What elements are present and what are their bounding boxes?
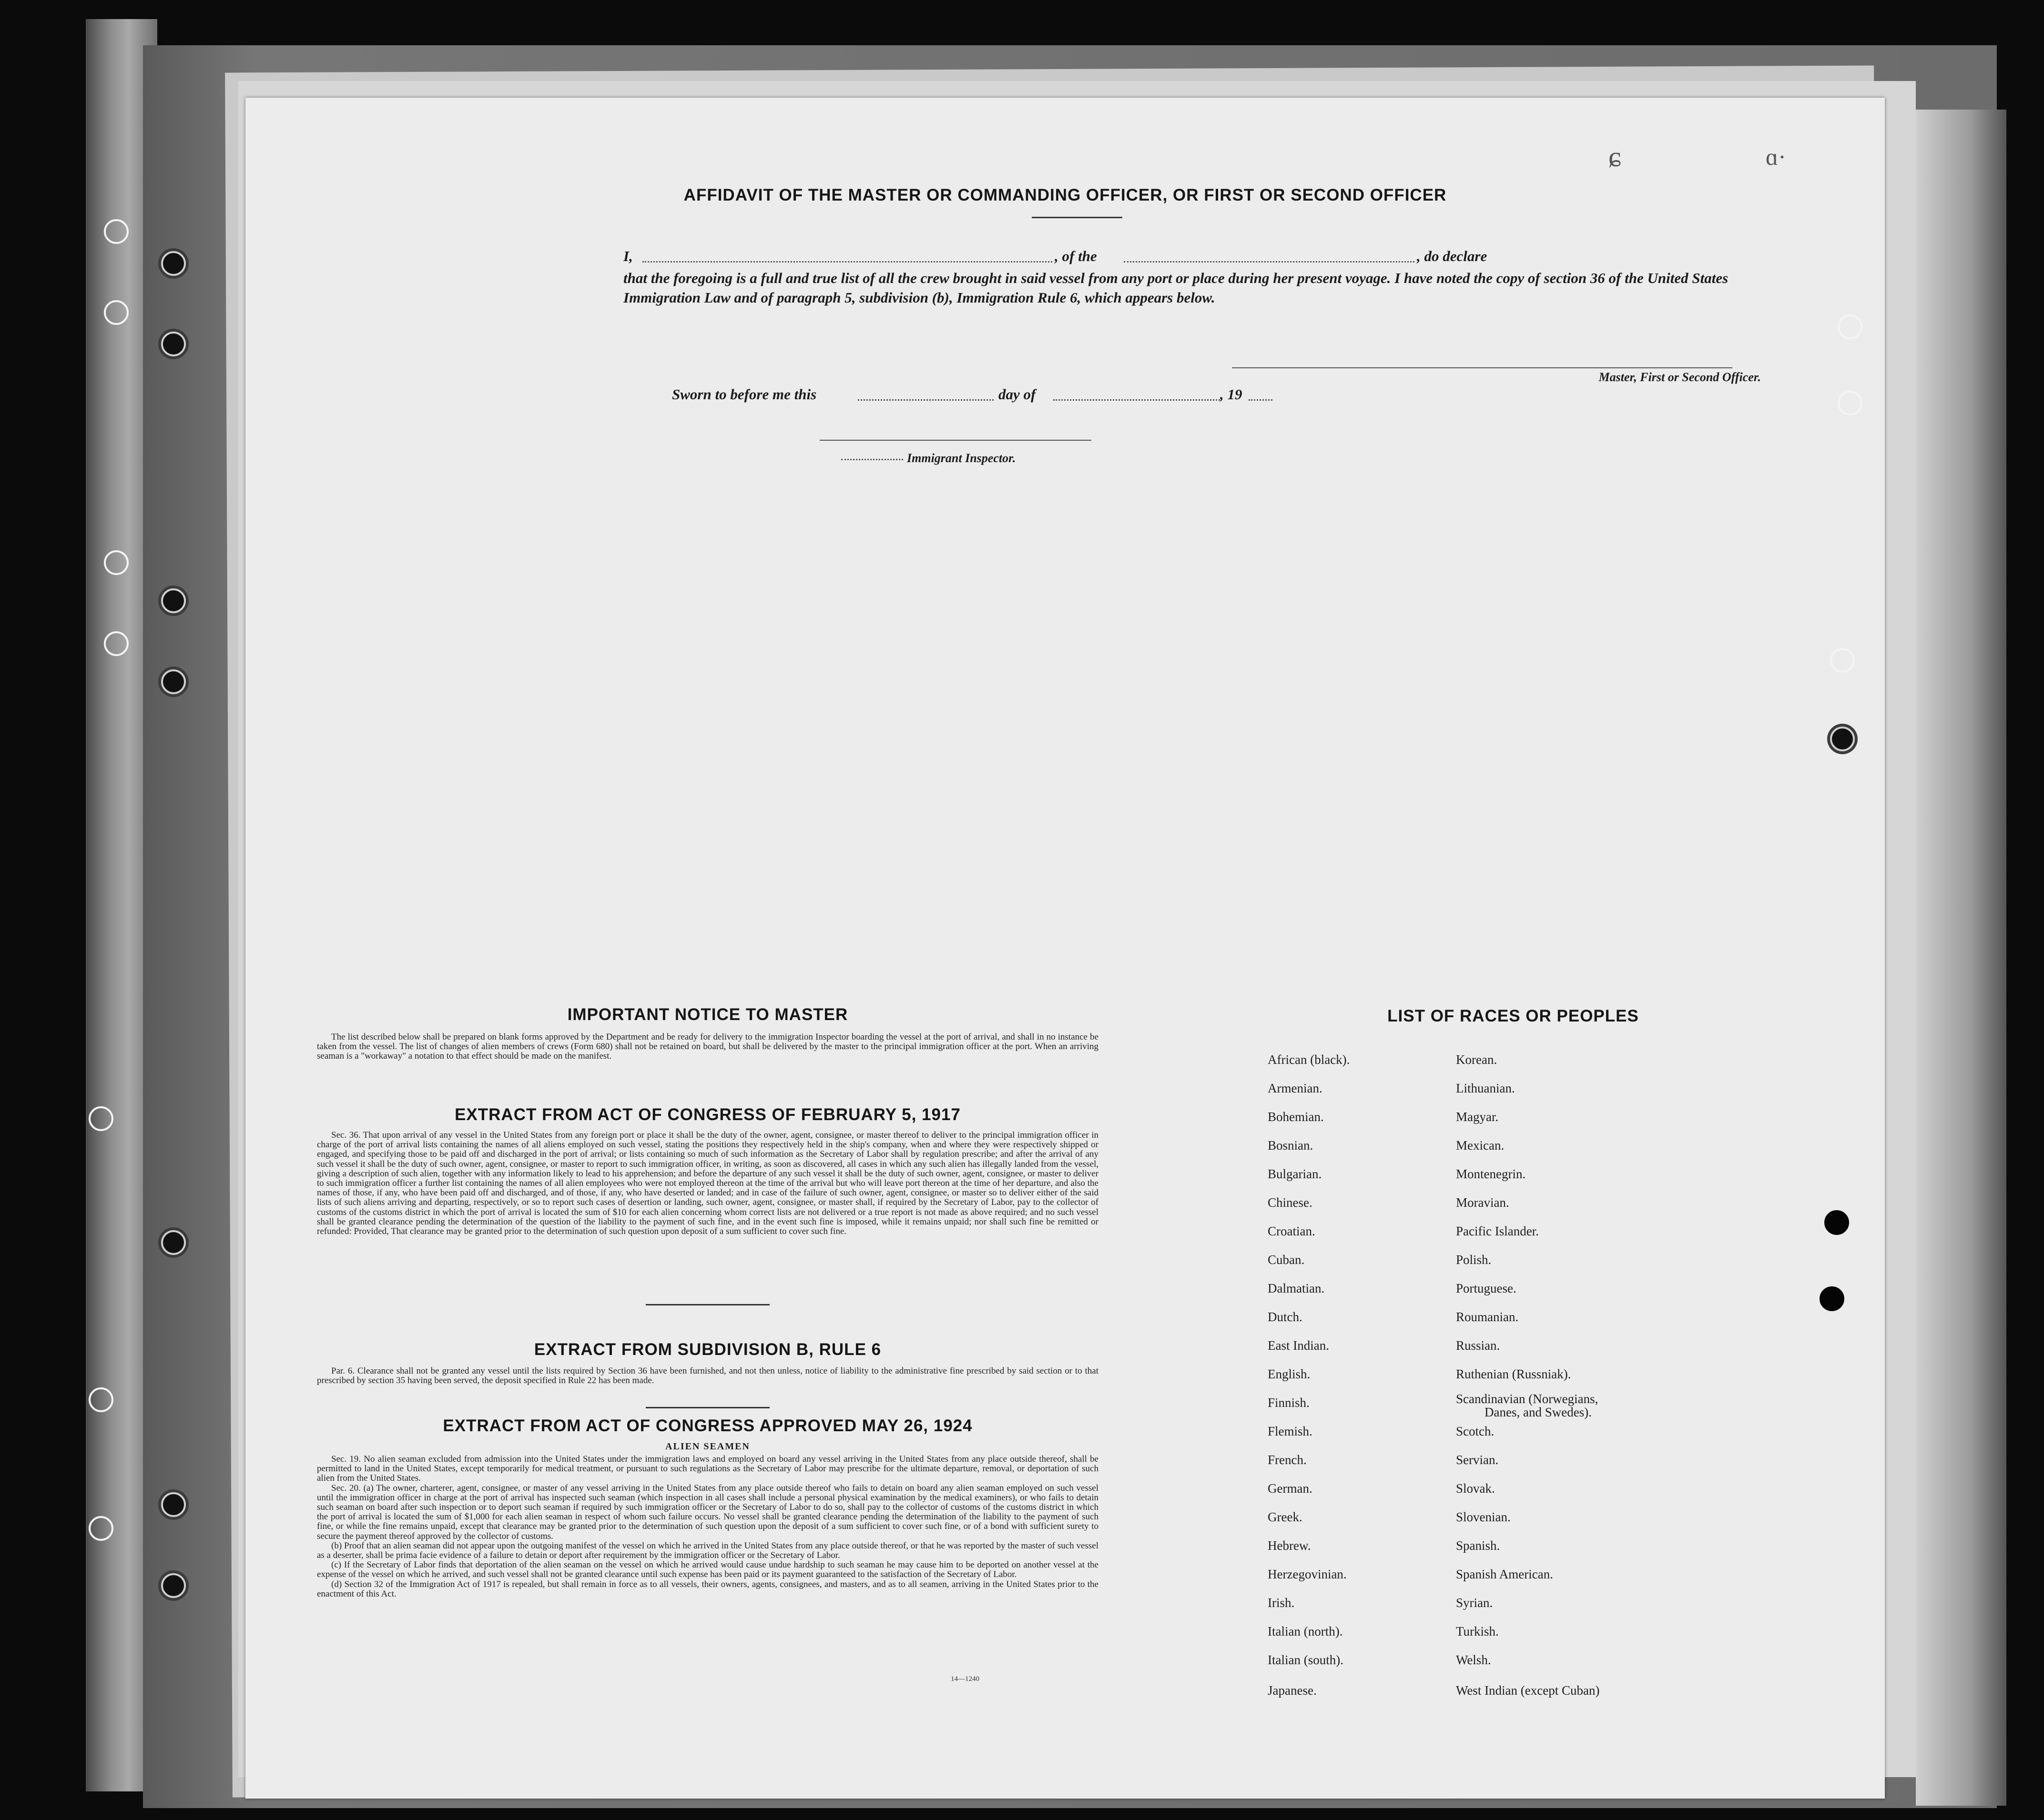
race-item: Flemish. [1268,1424,1312,1438]
race-item: Lithuanian. [1456,1081,1515,1095]
extract-1917-title: EXTRACT FROM ACT OF CONGRESS OF FEBRUARY 5, 1917 [455,1105,961,1124]
race-item: Hebrew. [1268,1538,1311,1553]
race-item: Polish. [1456,1253,1492,1267]
binder-hole [104,550,129,575]
sworn-line [672,386,1387,410]
race-item: Italian (south). [1268,1653,1343,1667]
race-item: Cuban. [1268,1253,1305,1267]
extract-rule6-title: EXTRACT FROM SUBDIVISION B, RULE 6 [534,1340,882,1359]
binder-hole [1830,648,1855,673]
binder-hole [161,332,186,356]
race-item: Irish. [1268,1596,1295,1610]
declaration-do-declare: , do declare [1417,248,1487,264]
inspector-caption-text: Immigrant Inspector. [907,451,1016,465]
declaration-body: that the foregoing is a full and true list of all the crew brought in said vessel from any port or place during her present voyage. I have noted the copy of section 36 of the United States Immigration Law and of paragraph 5, subdivision (b), Immigration Rule 6, which appears below. [623,270,1729,306]
race-item: Ruthenian (Russniak). [1456,1367,1571,1381]
section-divider [646,1407,770,1408]
day-fill-line [858,399,994,401]
signature-line [1232,367,1732,368]
race-item: Roumanian. [1456,1310,1519,1324]
race-item: Korean. [1456,1052,1497,1067]
year-fill-line [1249,399,1272,401]
section-36-paragraph: Sec. 36. That upon arrival of any vessel in the United States from any foreign port or place it shall be the duty of the owner, agent, consignee, or master thereof to deliver to the principal immigration officer in charge of the port of arrival lists containing the names of all aliens employed on such vessel, stating the positions they respectively held in the ship's company, when and where they were respectively shipped or engaged, and specifying those to be paid off and discharged in the port of arrival; or lists containing so much of such information as the Secretary of Labor shall by regulation prescribe; and after the arrival of any such vessel it shall be the duty of such owner, agent, consignee, or master to report to such immigration officer, in writing, as soon as discovered, all cases in which any such alien has illegally landed from the vessel, giving a description of such alien, together with any information likely to lead to his apprehension; and before the departure of any such vessel it shall be the duty of such owner, agent, consignee, or master to deliver to such immigration officer a further list containing the names of all alien employees who were not employed thereon at the time of the arrival but who will leave port thereon at the time of her departure, and also the names of those, if any, who have been paid off and discharged, and of those, if any, who have deserted or landed; and in case of the failure of such owner, agent, consignee, or master so to deliver either of the said lists of such aliens arriving and departing, respectively, or so to report such cases of desertion or landing, such owner, agent, consignee, or master shall, if required by the Secretary of Labor, pay to the collector of customs of the customs district in which the port of arrival is located the sum of $10 for each alien concerning whom correct lists are not delivered or a true report is not made as above required; and no such vessel shall be granted clearance pending the determination of the question of the liability to the payment of such fine, and in the event such fine is imposed, while it remains unpaid; nor shall such fine be remitted or refunded: Provided, That clearance may be granted prior to the determination of such question upon deposit of a sum sufficient to cover such fine. [317,1130,1098,1237]
declaration-of-the: , of the [1055,248,1097,264]
binder-hole [1838,391,1862,415]
title-rule [1032,217,1122,218]
race-item: Moravian. [1456,1195,1509,1210]
race-item: Italian (north). [1268,1624,1343,1638]
affidavit-title: AFFIDAVIT OF THE MASTER OR COMMANDING OFFICER, OR FIRST OR SECOND OFFICER [683,186,1447,204]
race-item: Dalmatian. [1268,1281,1325,1295]
race-item: Finnish. [1268,1395,1310,1410]
race-item: Japanese. [1268,1683,1317,1698]
race-item: Bosnian. [1268,1138,1313,1153]
extract-1924-title: EXTRACT FROM ACT OF CONGRESS APPROVED MAY 26, 1924 [443,1416,973,1435]
notice-paragraph: The list described below shall be prepared on blank forms approved by the Department and be ready for delivery to the immigration Inspector boarding the vessel at the port of arrival, and shall in no instance be taken from the vessel. The list of changes of alien members of crews (Form 680) shall not be retained on board, but shall be delivered by the master to the principal immigration officer at the port. When an arriving seaman is a "workaway" a notation to that effect should be made on the manifest. [317,1032,1098,1062]
race-item: Greek. [1268,1510,1302,1524]
alien-seamen-subtitle: ALIEN SEAMEN [665,1441,750,1452]
race-item: Slovenian. [1456,1510,1511,1524]
binder-hole [1820,1286,1844,1311]
binder-hole [1830,727,1855,751]
binder-hole [161,1492,186,1517]
name-fill-line [642,261,1052,263]
races-list-title: LIST OF RACES OR PEOPLES [1387,1007,1639,1025]
race-item: African (black). [1268,1052,1350,1067]
inspector-fill-dots [841,459,903,460]
binder-hole [161,251,186,276]
binder-hole [161,1230,186,1255]
rule-6-paragraph: Par. 6. Clearance shall not be granted any vessel until the lists required by Section 36 have been furnished, and not then unless, notice of liability to the administrative fine prescribed by said section or to that prescribed by section 35 having been served, the deposit specified in Rule 22 has been made. [317,1366,1098,1386]
race-item: Russian. [1456,1338,1500,1353]
binder-hole [1824,1210,1849,1235]
extract-1917-text [317,1131,1098,1236]
race-item: Herzegovinian. [1268,1567,1347,1581]
race-item: Turkish. [1456,1624,1499,1638]
race-item: Spanish. [1456,1538,1500,1553]
race-item: Spanish American. [1456,1567,1553,1581]
section-20b-paragraph: (b) Proof that an alien seaman did not appear upon the outgoing manifest of the vessel on which he arrived in the United States from any place outside thereof, or that he was reported by the master of such vessel as a deserter, shall be prima facie evidence of a failure to detain or deport after requirement by the immigration officer or the Secretary of Labor. [317,1540,1098,1561]
binder-hole [104,219,129,244]
section-20d-paragraph: (d) Section 32 of the Immigration Act of 1917 is repealed, but shall remain in force as to all vessels, their owners, agents, consignees, and masters, and as to all seamen, arriving in the United States prior to the enactment of this Act. [317,1579,1098,1599]
page-mark: ɑ· [1766,143,1786,170]
race-item: Bulgarian. [1268,1167,1322,1181]
race-item: Montenegrin. [1456,1167,1526,1181]
binder-hole [1838,314,1862,339]
race-item: Scotch. [1456,1424,1495,1438]
race-item: Welsh. [1456,1653,1491,1667]
race-item: Magyar. [1456,1110,1499,1124]
race-item: French. [1268,1453,1307,1467]
month-fill-line [1053,399,1220,401]
binder-hole [161,588,186,613]
race-item: Servian. [1456,1453,1499,1467]
affidavit-page [245,98,1885,1799]
race-item: German. [1268,1481,1312,1496]
binder-right-edge [1916,110,2006,1806]
race-item: Dutch. [1268,1310,1302,1324]
notice-to-master-text [317,1032,1098,1062]
binder-hole [161,1573,186,1598]
binder-hole [89,1106,113,1131]
inspector-caption [841,451,1222,465]
section-20c-paragraph: (c) If the Secretary of Labor finds that deportation of the alien seaman on the vessel on which he arrived would cause undue hardship to such seaman he may cause him to be deported on another vessel at the expense of the vessel on which he arrived, and such vessel shall not be granted clearance until such expense has been paid or its payment guaranteed to the satisfaction of the Secretary of Labor. [317,1560,1098,1580]
section-divider [646,1304,770,1305]
form-number: 14—1240 [951,1675,979,1683]
section-19-paragraph: Sec. 19. No alien seaman excluded from admission into the United States under the immigration laws and employed on board any vessel arriving in the United States from any place outside thereof, shall be permitted to land in the United States, except temporarily for medical treatment, or pursuant to such regulations as the Secretary of Labor may prescribe for the ultimate departure, removal, or deportation of such alien from the United States. [317,1454,1098,1484]
section-20a-paragraph: Sec. 20. (a) The owner, charterer, agent, consignee, or master of any vessel arriving in the United States from any place outside thereof who fails to detain on board any alien seaman employed on such vessel until the immigration officer in charge at the port of arrival has inspected such seaman (which inspection in all cases shall include a personal physical examination by the medical examiners), or who fails to detain such seaman on board after such inspection or to deport such seaman if required by such immigration officer or the Secretary of Labor to do so, shall pay to the collector of customs of the customs district in which the port of arrival is located the sum of $1,000 for each alien seaman in respect of whom such failure occurs. No vessel shall be granted clearance pending the determination of the liability to the payment of such fine, or while the fine remains unpaid, except that clearance may be granted prior to the determination of such question upon the deposit of a sum sufficient to cover such fine, or of a bond with sufficient surety to secure the payment thereof approved by the collector of customs. [317,1483,1098,1541]
race-item: Chinese. [1268,1195,1312,1210]
declaration-i-label: I, [623,248,633,264]
race-item: Syrian. [1456,1596,1493,1610]
extract-rule6-text [317,1366,1098,1385]
binder-hole [161,669,186,694]
sworn-day-of: day of [998,386,1036,403]
race-item: Mexican. [1456,1138,1505,1153]
sworn-prefix: Sworn to before me this [672,386,817,403]
race-item: Portuguese. [1456,1281,1516,1295]
race-item: West Indian (except Cuban) [1456,1683,1600,1698]
race-item: Croatian. [1268,1224,1315,1238]
race-item: Scandinavian (Norwegians, [1456,1392,1598,1406]
race-item: Bohemian. [1268,1110,1324,1124]
vessel-fill-line [1124,261,1414,263]
binder-hole [89,1516,113,1541]
race-item: Armenian. [1268,1081,1322,1095]
race-item: English. [1268,1367,1311,1381]
notice-to-master-title: IMPORTANT NOTICE TO MASTER [567,1005,848,1024]
page-mark: ɕ [1608,141,1621,172]
race-item: Pacific Islander. [1456,1224,1539,1238]
race-item: Slovak. [1456,1481,1495,1496]
race-item: East Indian. [1268,1338,1329,1353]
race-item: Danes, and Swedes). [1485,1405,1592,1419]
binder-hole [104,631,129,656]
binder-hole [89,1387,113,1412]
signature-caption: Master, First or Second Officer. [1598,370,1761,384]
sworn-year-prefix: , 19 [1220,386,1242,403]
binder-hole [104,300,129,325]
extract-1924-text [317,1455,1098,1599]
inspector-signature-line [820,440,1091,441]
